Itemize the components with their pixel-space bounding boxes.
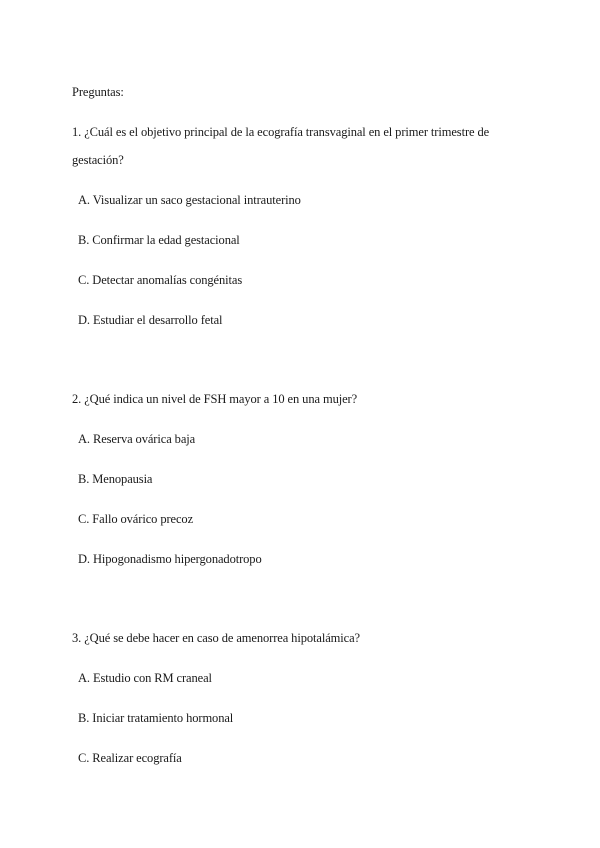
question-3-option-c: C. Realizar ecografía <box>78 751 182 765</box>
question-2-option-c: C. Fallo ovárico precoz <box>78 512 194 526</box>
question-3-text: 3. ¿Qué se debe hacer en caso de amenorrea hipotalámica? <box>72 631 360 645</box>
question-1-option-a: A. Visualizar un saco gestacional intrauterino <box>78 193 301 207</box>
question-2-option-a: A. Reserva ovárica baja <box>78 432 196 446</box>
question-3-option-a: A. Estudio con RM craneal <box>78 671 212 685</box>
question-3-option-b: B. Iniciar tratamiento hormonal <box>78 711 234 725</box>
question-1-option-c: C. Detectar anomalías congénitas <box>78 273 243 287</box>
question-2-option-b: B. Menopausia <box>78 472 153 486</box>
question-2-option-d: D. Hipogonadismo hipergonadotropo <box>78 552 262 566</box>
page-heading: Preguntas: <box>72 85 124 99</box>
question-1-text-line1: 1. ¿Cuál es el objetivo principal de la ecografía transvaginal en el primer trimestre de <box>72 125 490 139</box>
question-1-option-b: B. Confirmar la edad gestacional <box>78 233 240 247</box>
question-2-text: 2. ¿Qué indica un nivel de FSH mayor a 10 en una mujer? <box>72 392 358 406</box>
question-1-text-line2: gestación? <box>72 153 124 167</box>
question-1-option-d: D. Estudiar el desarrollo fetal <box>78 313 223 327</box>
